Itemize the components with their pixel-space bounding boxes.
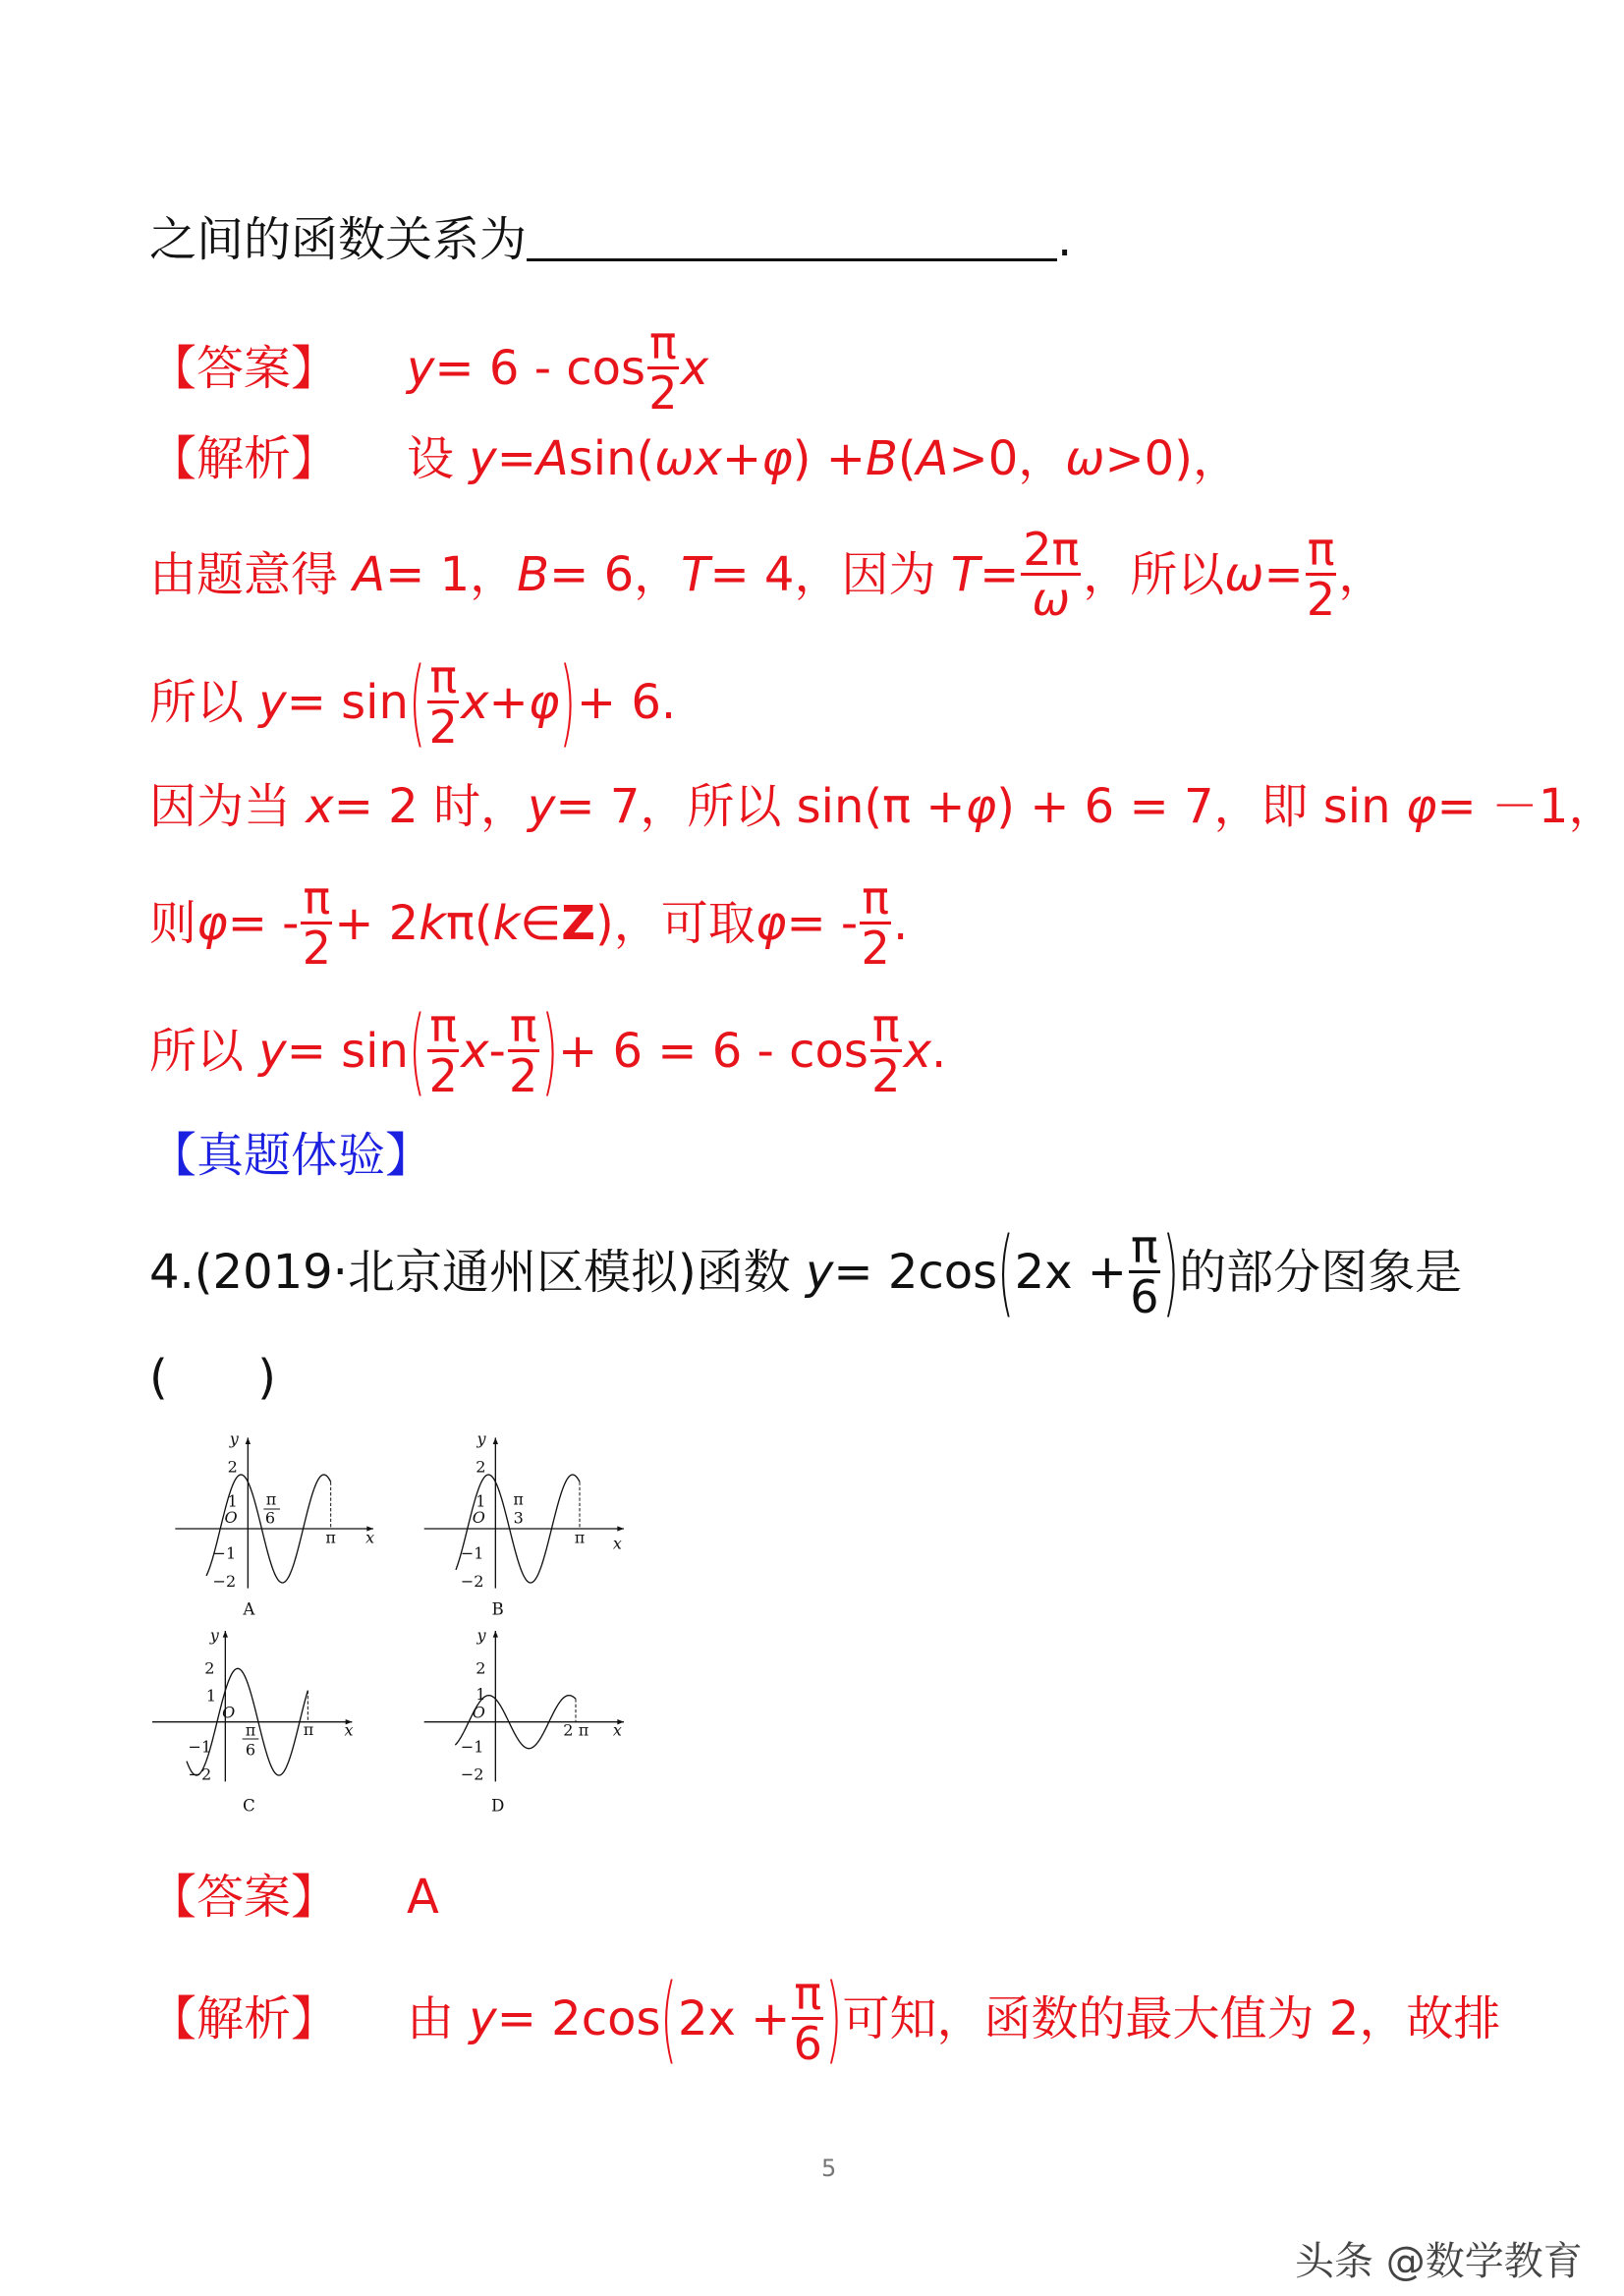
text: T (681, 546, 710, 602)
text: π (429, 650, 458, 703)
text: Z (561, 895, 596, 951)
tick-label: π (325, 1528, 336, 1547)
graph-option-a (175, 1429, 374, 1618)
tick-label: x (612, 1534, 622, 1553)
text: 2x + (677, 1990, 791, 2046)
text: π( (446, 895, 493, 951)
text: x (461, 1023, 489, 1079)
text: = (1263, 546, 1304, 602)
text: ) + 6 = 7，即 sin (996, 779, 1391, 834)
text: 2 (861, 922, 890, 976)
y-arrow-icon (246, 1437, 251, 1444)
y-arrow-icon (493, 1437, 498, 1444)
text: π (871, 999, 900, 1052)
tick-label: −1 (460, 1737, 484, 1757)
tick-label: 2 (227, 1457, 238, 1477)
text: 则 (149, 895, 197, 951)
text: + 6. (576, 674, 677, 730)
tick-label: x (365, 1528, 375, 1547)
graph-option-d (424, 1626, 624, 1815)
text: y (527, 779, 556, 834)
answer-label: 【答案】 (149, 340, 339, 396)
text: 由 (407, 1990, 455, 2046)
tick-label: O (224, 1508, 238, 1527)
y-arrow-icon (223, 1631, 228, 1638)
tick-label: 1 (205, 1686, 217, 1706)
text: x (306, 779, 334, 834)
option-graphs (138, 1425, 648, 1837)
text: + 6 = 6 - cos (557, 1023, 868, 1079)
fraction (508, 999, 539, 1103)
graph-option-c (152, 1626, 354, 1815)
text: = －1， (1436, 779, 1616, 834)
text: >0)， (1104, 431, 1240, 486)
text: y (469, 1990, 497, 2046)
text: φ (761, 431, 793, 486)
analysis-4: 【解析】 由 y = 2cos ( 2x + $\frac{\pi}{6}$ ) 可知，函数的最大值为 2，故排 (149, 1963, 1501, 2074)
text: ( (897, 431, 917, 486)
tick-label: −1 (212, 1543, 237, 1563)
graph-option-b (424, 1429, 624, 1618)
section-label: 【真题体验】 (149, 1128, 433, 1183)
text: ， (1338, 546, 1386, 602)
text: T (950, 546, 980, 602)
text: 2 (428, 1049, 458, 1103)
fraction (860, 871, 891, 976)
text: = sin (286, 1023, 409, 1079)
text: 2x + (1014, 1244, 1127, 1300)
analysis-3-line-2 (149, 523, 1386, 627)
text: π (429, 999, 458, 1052)
tick-label: y (209, 1626, 219, 1645)
tick-label: O (472, 1703, 485, 1722)
tick-label: y (229, 1429, 239, 1448)
answer-label: 【答案】 (149, 1870, 339, 1925)
text: x (461, 674, 489, 730)
analysis-3-line-1 (149, 431, 1240, 486)
option-label: D (490, 1796, 505, 1816)
text: = 4，因为 (709, 546, 936, 602)
text: π (1131, 1220, 1158, 1273)
text: 6 (793, 2017, 822, 2071)
text: 2 (302, 922, 331, 976)
option-label: C (242, 1796, 255, 1816)
text: 2 (1306, 573, 1336, 627)
tick-label: π (245, 1720, 256, 1740)
tick-label: −2 (188, 1764, 212, 1784)
option-label: A (243, 1599, 255, 1619)
page-number: 5 (821, 2155, 837, 2182)
tick-label: 2 (563, 1720, 574, 1740)
tick-label: −2 (212, 1572, 237, 1591)
text: = 2cos (833, 1244, 998, 1300)
text: 2 (428, 700, 458, 755)
tick-label: y (476, 1626, 486, 1645)
answer-3 (149, 316, 709, 420)
question-4: 4.(2019·北京通州区模拟)函数 y = 2cos ( 2x + $\frac{\pi}{6}$ ) 的部分图象是 (149, 1216, 1463, 1327)
tick-label: x (344, 1720, 354, 1740)
text: + (721, 431, 762, 486)
text: sin( (568, 431, 655, 486)
tick-label: y (476, 1429, 486, 1448)
text: + (488, 674, 529, 730)
tick-label: π (265, 1489, 277, 1509)
analysis-3-line-4 (149, 779, 1616, 834)
text: = - (227, 895, 300, 951)
tick-label: 6 (245, 1740, 256, 1760)
text: φ (1405, 779, 1437, 834)
question-3-tail (149, 212, 1073, 267)
text: ( ) (149, 1350, 276, 1405)
text: π (794, 1967, 822, 2020)
text: y (805, 1244, 834, 1300)
text: + 2 (334, 895, 420, 951)
tick-label: 6 (264, 1508, 276, 1528)
tick-label: −2 (460, 1572, 484, 1591)
fraction (870, 999, 902, 1103)
text: 因为当 (149, 779, 292, 834)
analysis-label: 【解析】 (149, 1990, 339, 2046)
tick-label: −1 (188, 1737, 212, 1757)
tick-label: π (303, 1720, 314, 1739)
answer-4 (149, 1870, 439, 1925)
analysis-3-line-3: 所以 y = sin ( $\frac{\pi}{2}$ x + φ ) + 6. (149, 646, 677, 757)
text: φ (528, 674, 560, 730)
text: y (258, 674, 287, 730)
text: A (535, 431, 569, 486)
tick-label: 3 (513, 1508, 524, 1528)
fraction (647, 316, 679, 420)
text: = 7，所以 sin(π + (555, 779, 966, 834)
text: = - (786, 895, 859, 951)
text: π (649, 316, 677, 369)
text: 2 (509, 1049, 538, 1103)
text: π (1307, 523, 1335, 576)
text: 6 (1130, 1270, 1159, 1324)
answer-blank (527, 219, 1057, 261)
text: A (916, 431, 949, 486)
text: . (892, 895, 909, 951)
fraction (427, 650, 459, 755)
text: = sin (286, 674, 409, 730)
text: y (258, 1023, 287, 1079)
text: ，所以 (1083, 546, 1225, 602)
tick-label: 2 (204, 1658, 215, 1678)
text: ) + (792, 431, 866, 486)
text: ωx (654, 431, 722, 486)
text: 可知，函数的最大值为 2，故排 (842, 1990, 1501, 2046)
tick-label: 2 (476, 1658, 486, 1678)
text: = 2 时， (333, 779, 528, 834)
option-label: B (491, 1599, 504, 1619)
text: x (903, 1023, 931, 1079)
text: k (492, 895, 521, 951)
fraction (1021, 523, 1081, 627)
text: = 6 - cos (434, 340, 646, 396)
text: π (509, 999, 537, 1052)
tick-label: 1 (476, 1491, 486, 1511)
text: A (353, 546, 386, 602)
fraction (792, 1967, 823, 2071)
tick-label: 2 (476, 1457, 486, 1477)
y-arrow-icon (493, 1631, 498, 1638)
text: 所以 (149, 1023, 245, 1079)
text: φ (755, 895, 787, 951)
text: ω (1065, 431, 1105, 486)
answer-value: A (407, 1870, 439, 1925)
text: 设 (407, 431, 455, 486)
analysis-3-line-6: 所以 y = sin ( $\frac{\pi}{2}$ x - $\frac{\pi}{2}$ ) + 6 = 6 - cos $\frac{\pi}{2}$ x . (149, 995, 947, 1106)
text: 4.(2019·北京通州区模拟)函数 (149, 1244, 791, 1300)
text: 由题意得 (149, 546, 339, 602)
tick-label: π (574, 1528, 586, 1547)
watermark: 头条 @数学教育 (1295, 2239, 1583, 2284)
fraction (1306, 523, 1337, 627)
tick-label: π (513, 1489, 524, 1509)
text: . (930, 1023, 947, 1079)
question-text: 之间的函数关系为 (149, 212, 528, 267)
text: φ (965, 779, 997, 834)
text: 2 (648, 366, 678, 420)
text: y (469, 431, 497, 486)
x-arrow-icon (617, 1526, 624, 1531)
text: B (865, 431, 898, 486)
text: 的部分图象是 (1179, 1244, 1463, 1300)
tick-label: 1 (476, 1685, 486, 1704)
var: y (407, 340, 435, 396)
text: ω (1224, 546, 1264, 602)
text: - (488, 1023, 506, 1079)
text: 所以 (149, 674, 245, 730)
analysis-label: 【解析】 (149, 431, 339, 486)
tick-label: 1 (227, 1491, 238, 1511)
text: π (862, 871, 889, 924)
text: = 2cos (496, 1990, 661, 2046)
choice-paren (149, 1350, 276, 1405)
text: )，可取 (595, 895, 756, 951)
text: 2π (1023, 523, 1080, 576)
fraction (301, 871, 332, 976)
text: B (517, 546, 550, 602)
fraction (427, 999, 459, 1103)
text: = (980, 546, 1020, 602)
text: = 6， (549, 546, 682, 602)
tick-label: x (612, 1720, 622, 1740)
tick-label: −2 (460, 1764, 484, 1784)
tick-label: −1 (460, 1543, 484, 1563)
section-heading (149, 1128, 433, 1183)
text: >0， (948, 431, 1066, 486)
text: = (496, 431, 536, 486)
period: . (1057, 212, 1073, 267)
text: ω (1032, 573, 1071, 627)
text: ∈ (520, 895, 562, 951)
text: k (419, 895, 446, 951)
text: = 1， (385, 546, 518, 602)
text: 2 (871, 1049, 901, 1103)
tick-label: π (578, 1720, 589, 1740)
tick-label: O (222, 1703, 236, 1722)
text: φ (196, 895, 228, 951)
analysis-3-line-5 (149, 871, 909, 976)
tick-label: O (472, 1508, 485, 1527)
text: π (303, 871, 331, 924)
fraction (1129, 1220, 1160, 1324)
var: x (680, 340, 709, 396)
